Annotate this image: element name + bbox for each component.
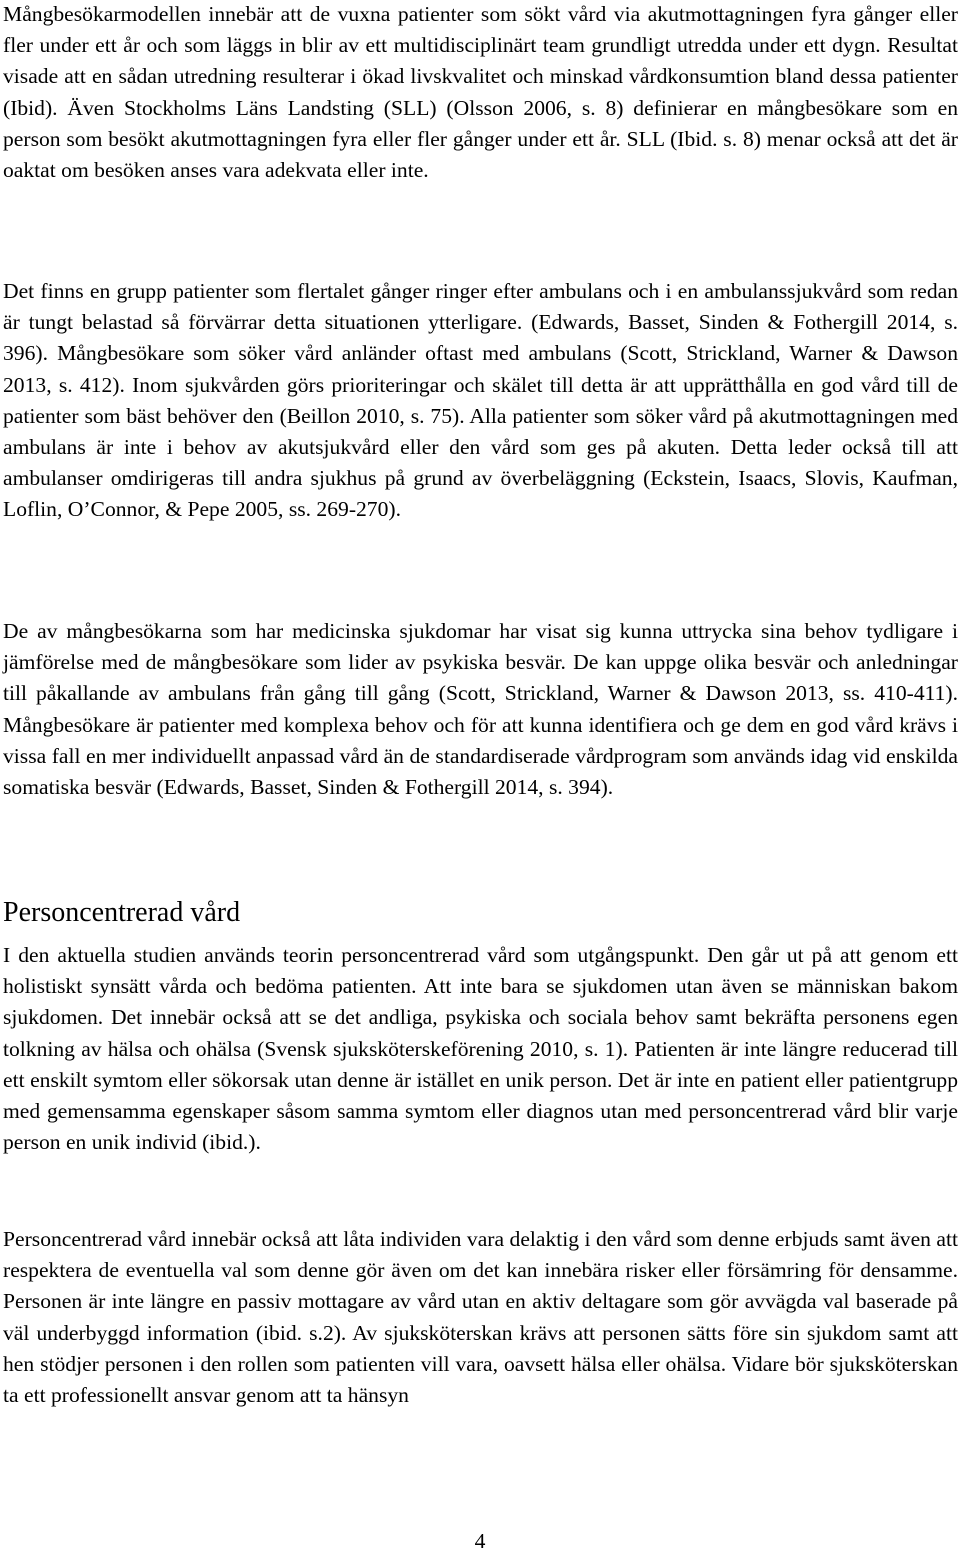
body-paragraph: Det finns en grupp patienter som flertalet gånger ringer efter ambulans och i en ambulanssjukvård som redan är tungt belastad så förvärrar detta situationen ytterligare. (Edwards, Basset, Sinden & Fothergill 2014, s. 396). Mångbesökare som söker vård anländer oftast med ambulans (Scott, Strickland, Warner & Dawson 2013, s. 412). Inom sjukvården görs prioriteringar och skälet till detta är att upprätthålla en god vård till de patienter som bäst behöver den (Beillon 2010, s. 75). Alla patienter som söker vård på akutmottagningen med ambulans är inte i behov av akutsjukvård eller den vård som ges på akuten. Detta leder också till att ambulanser omdirigeras till andra sjukhus på grund av överbeläggning (Eckstein, Isaacs, Slovis, Kaufman, Loflin, O’Connor, & Pepe 2005, ss. 269-270). <box>3 279 958 522</box>
body-paragraph: Mångbesökarmodellen innebär att de vuxna patienter som sökt vård via akutmottagningen fyra gånger eller fler under ett år och som läggs in blir av ett multidisciplinärt team grundligt utredda under ett dygn. Resultat visade att en sådan utredning resulterar i ökad livskvalitet och minskad vårdkonsumtion bland dessa patienter (Ibid). Även Stockholms Läns Landsting (SLL) (Olsson 2006, s. 8) definierar en mångbesökare som en person som besökt akutmottagningen fyra eller fler gånger under ett år. SLL (Ibid. s. 8) menar också att det är oaktat om besöken anses vara adekvata eller inte. <box>3 2 958 183</box>
section-paragraph: I den aktuella studien används teorin personcentrerad vård som utgångspunkt. Den går ut på att genom ett holistiskt synsätt vårda och bedöma patienten. Att inte bara se sjukdomen utan även se människan bakom sjukdomen. Det innebär också att se det andliga, psykiska och sociala behov samt bekräfta personens egen tolkning av hälsa och ohälsa (Svensk sjuksköterskeförening 2010, s. 1). Patienten är inte längre reducerad till ett enskilt symtom eller sökorsak utan denne är istället en unik person. Det är inte en patient eller patientgrupp med gemensamma egenskaper såsom samma symtom eller diagnos utan med personcentrerad vård blir varje person en unik individ (ibid.). <box>3 943 958 1155</box>
section-heading: Personcentrerad vård <box>3 897 241 928</box>
page-number: 4 <box>474 1529 486 1553</box>
body-paragraph: De av mångbesökarna som har medicinska sjukdomar har visat sig kunna uttrycka sina behov tydligare i jämförelse med de mångbesökare som lider av psykiska besvär. De kan uppge olika besvär och anledningar till påkallande av ambulans från gång till gång (Scott, Strickland, Warner & Dawson 2013, ss. 410-411). Mångbesökare är patienter med komplexa behov och för att kunna identifiera och ge dem en god vård krävs i vissa fall en mer individuellt anpassad vård än de standardiserade vårdprogram som används idag vid enskilda somatiska besvär (Edwards, Basset, Sinden & Fothergill 2014, s. 394). <box>3 619 958 800</box>
section-paragraph: Personcentrerad vård innebär också att låta individen vara delaktig i den vård som denne erbjuds samt även att respektera de eventuella val som denne gör även om det kan innebära risker eller försämring för densamme. Personen är inte längre en passiv mottagare av vård utan en aktiv deltagare som gör avvägda val baserade på väl underbyggd information (ibid. s.2). Av sjuksköterskan krävs att personen sätts före sin sjukdom samt att hen stödjer personen i den rollen som patienten vill vara, oavsett hälsa eller ohälsa. Vidare bör sjuksköterskan ta ett professionellt ansvar genom att ta hänsyn <box>3 1227 958 1408</box>
